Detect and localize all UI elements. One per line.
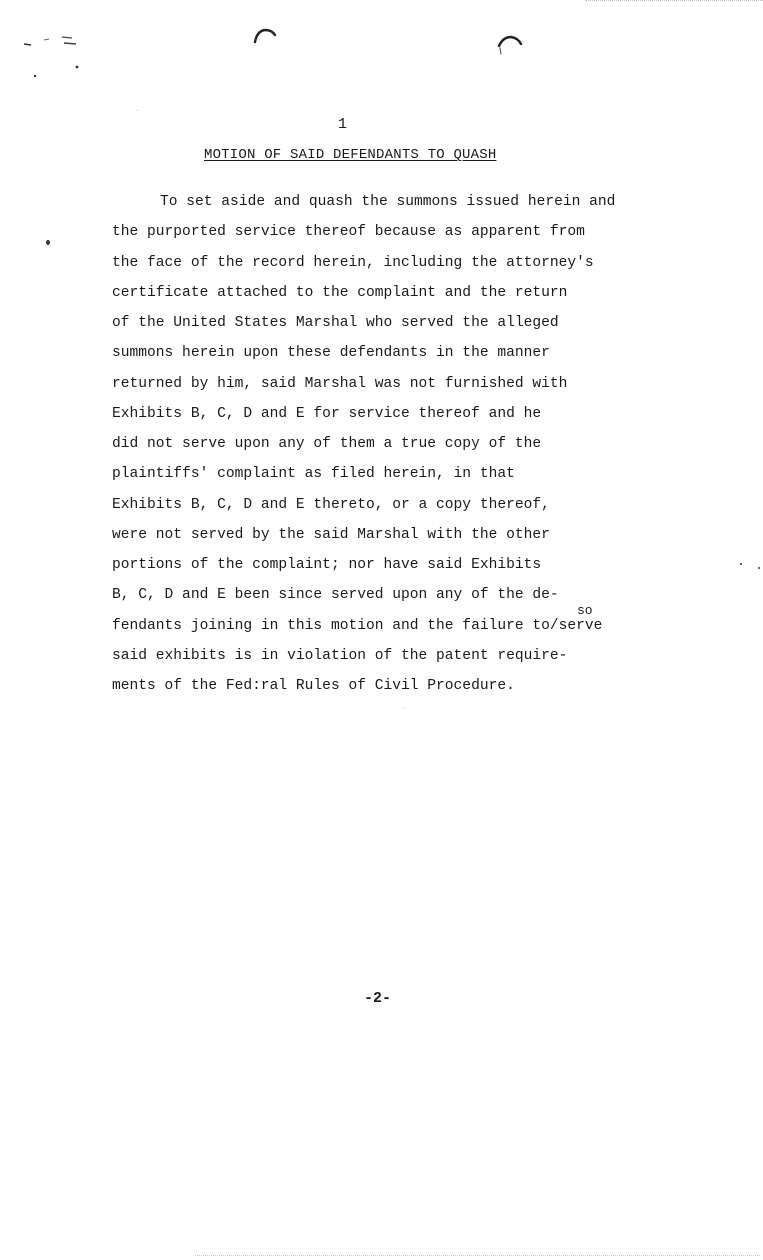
page-number-bottom: -2-: [364, 990, 392, 1007]
punch-hole-mark-right: [497, 34, 523, 60]
punch-hole-mark-left: [253, 28, 277, 44]
body-line: ments of the Fed:ral Rules of Civil Procedure.: [112, 678, 515, 694]
bottom-dotted-border: [195, 1255, 760, 1256]
interlineation-so: so: [577, 603, 593, 618]
body-line: of the United States Marshal who served the alleged: [112, 315, 559, 331]
body-line: To set aside and quash the summons issued herein and: [160, 194, 616, 210]
scan-speck: [758, 567, 760, 569]
scan-speck: [403, 707, 404, 708]
document-title: MOTION OF SAID DEFENDANTS TO QUASH: [204, 147, 497, 163]
body-line: the purported service thereof because as apparent from: [112, 224, 585, 241]
body-line: said exhibits is in violation of the patent require-: [112, 647, 568, 664]
body-line: fendants joining in this motion and the failure to/serve: [112, 617, 603, 634]
body-line: portions of the complaint; nor have said Exhibits: [112, 557, 542, 573]
body-line: were not served by the said Marshal with the other: [112, 526, 550, 543]
top-dotted-border: [585, 0, 763, 1]
scan-speck: [740, 563, 742, 565]
page-number-top: 1: [338, 116, 348, 133]
body-line: the face of the record herein, including the attorney's: [112, 254, 594, 271]
scan-speck: [46, 240, 50, 245]
body-line: summons herein upon these defendants in the manner: [112, 345, 550, 362]
body-line: Exhibits B, C, D and E thereto, or a copy thereof,: [112, 496, 550, 513]
body-line: Exhibits B, C, D and E for service thereof and he: [112, 405, 542, 422]
body-line: B, C, D and E been since served upon any of the de-: [112, 587, 559, 604]
body-line: plaintiffs' complaint as filed herein, in that: [112, 466, 515, 483]
body-line: returned by him, said Marshal was not furnished with: [112, 375, 568, 392]
body-line: did not serve upon any of them a true copy of the: [112, 436, 542, 452]
scan-marks-top-left: [22, 34, 82, 84]
body-line: certificate attached to the complaint and the return: [112, 284, 568, 301]
motion-body-text: [112, 191, 672, 705]
scan-speck: [137, 110, 138, 111]
